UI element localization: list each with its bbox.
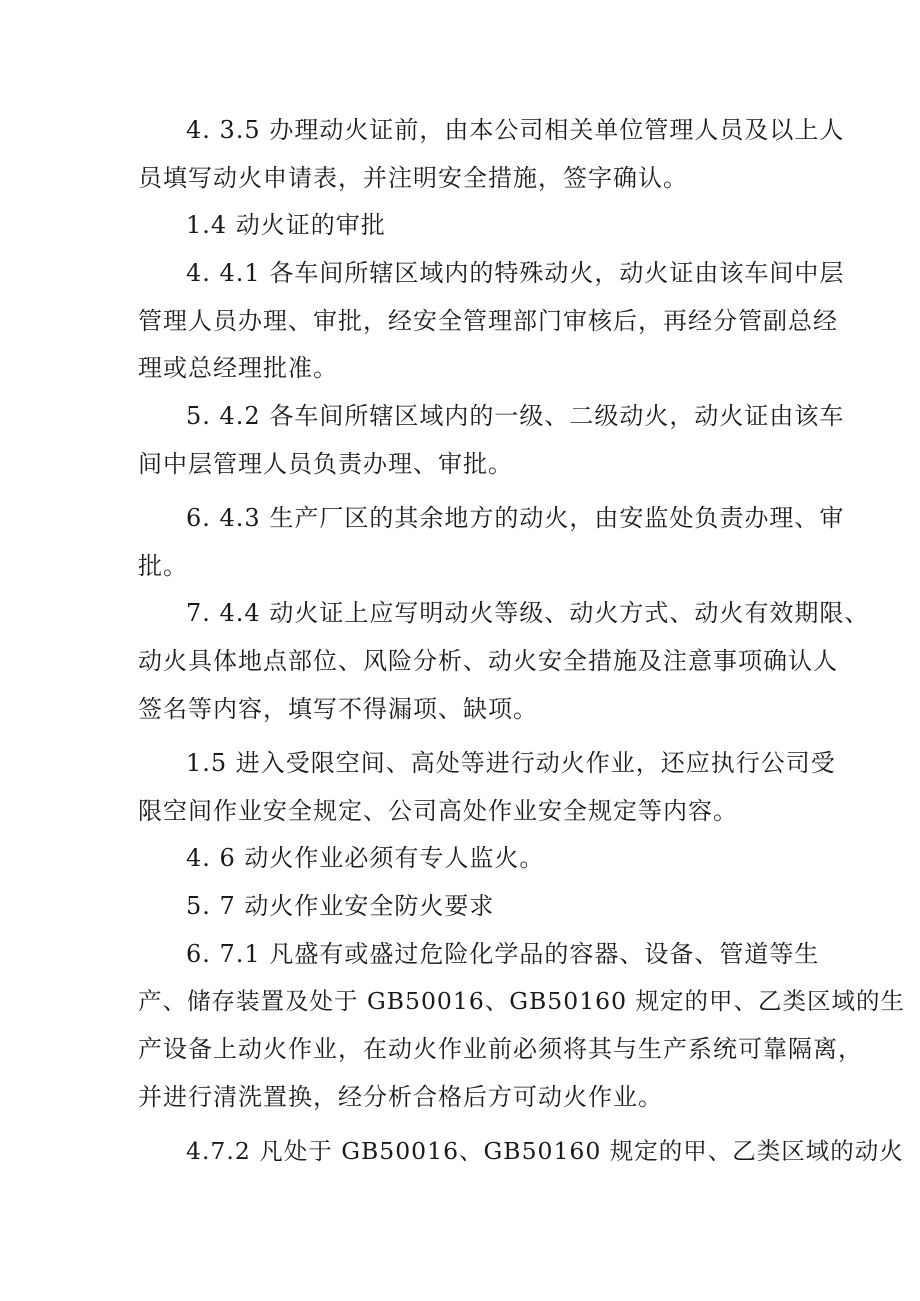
paragraph-line: 5. 4.2 各车间所辖区域内的一级、二级动火，动火证由该车 (186, 402, 845, 430)
paragraph-line: 并进行清洗置换，经分析合格后方可动火作业。 (138, 1083, 663, 1111)
paragraph-line: 产设备上动火作业，在动火作业前必须将其与生产系统可靠隔离， (138, 1035, 863, 1063)
paragraph-line: 5. 7 动火作业安全防火要求 (186, 892, 495, 920)
paragraph-line: 管理人员办理、审批，经安全管理部门审核后，再经分管副总经 (138, 307, 838, 335)
paragraph-line: 批。 (138, 552, 188, 580)
section-heading: 1.5 进入受限空间、高处等进行动火作业，还应执行公司受 (186, 749, 836, 777)
paragraph-line: 理或总经理批准。 (138, 354, 338, 382)
paragraph-line: 签名等内容，填写不得漏项、缺项。 (138, 695, 538, 723)
paragraph-line: 4.7.2 凡处于 GB50016、GB50160 规定的甲、乙类区域的动火 (186, 1137, 904, 1165)
paragraph-line: 4. 4.1 各车间所辖区域内的特殊动火，动火证由该车间中层 (186, 259, 845, 287)
paragraph-line: 产、储存装置及处于 GB50016、GB50160 规定的甲、乙类区域的生 (138, 987, 906, 1015)
paragraph-line: 6. 4.3 生产厂区的其余地方的动火，由安监处负责办理、审 (186, 504, 845, 532)
paragraph-line: 员填写动火申请表，并注明安全措施，签字确认。 (138, 164, 688, 192)
paragraph-line: 间中层管理人员负责办理、审批。 (138, 450, 513, 478)
paragraph-line: 7. 4.4 动火证上应写明动火等级、动火方式、动火有效期限、 (186, 599, 870, 627)
paragraph-line: 6. 7.1 凡盛有或盛过危险化学品的容器、设备、管道等生 (186, 940, 820, 968)
paragraph-line: 动火具体地点部位、风险分析、动火安全措施及注意事项确认人 (138, 647, 838, 675)
paragraph-line: 4. 6 动火作业必须有专人监火。 (186, 844, 545, 872)
paragraph-line: 限空间作业安全规定、公司高处作业安全规定等内容。 (138, 797, 738, 825)
paragraph-line: 4. 3.5 办理动火证前，由本公司相关单位管理人员及以上人 (186, 116, 845, 144)
section-heading: 1.4 动火证的审批 (186, 211, 386, 239)
